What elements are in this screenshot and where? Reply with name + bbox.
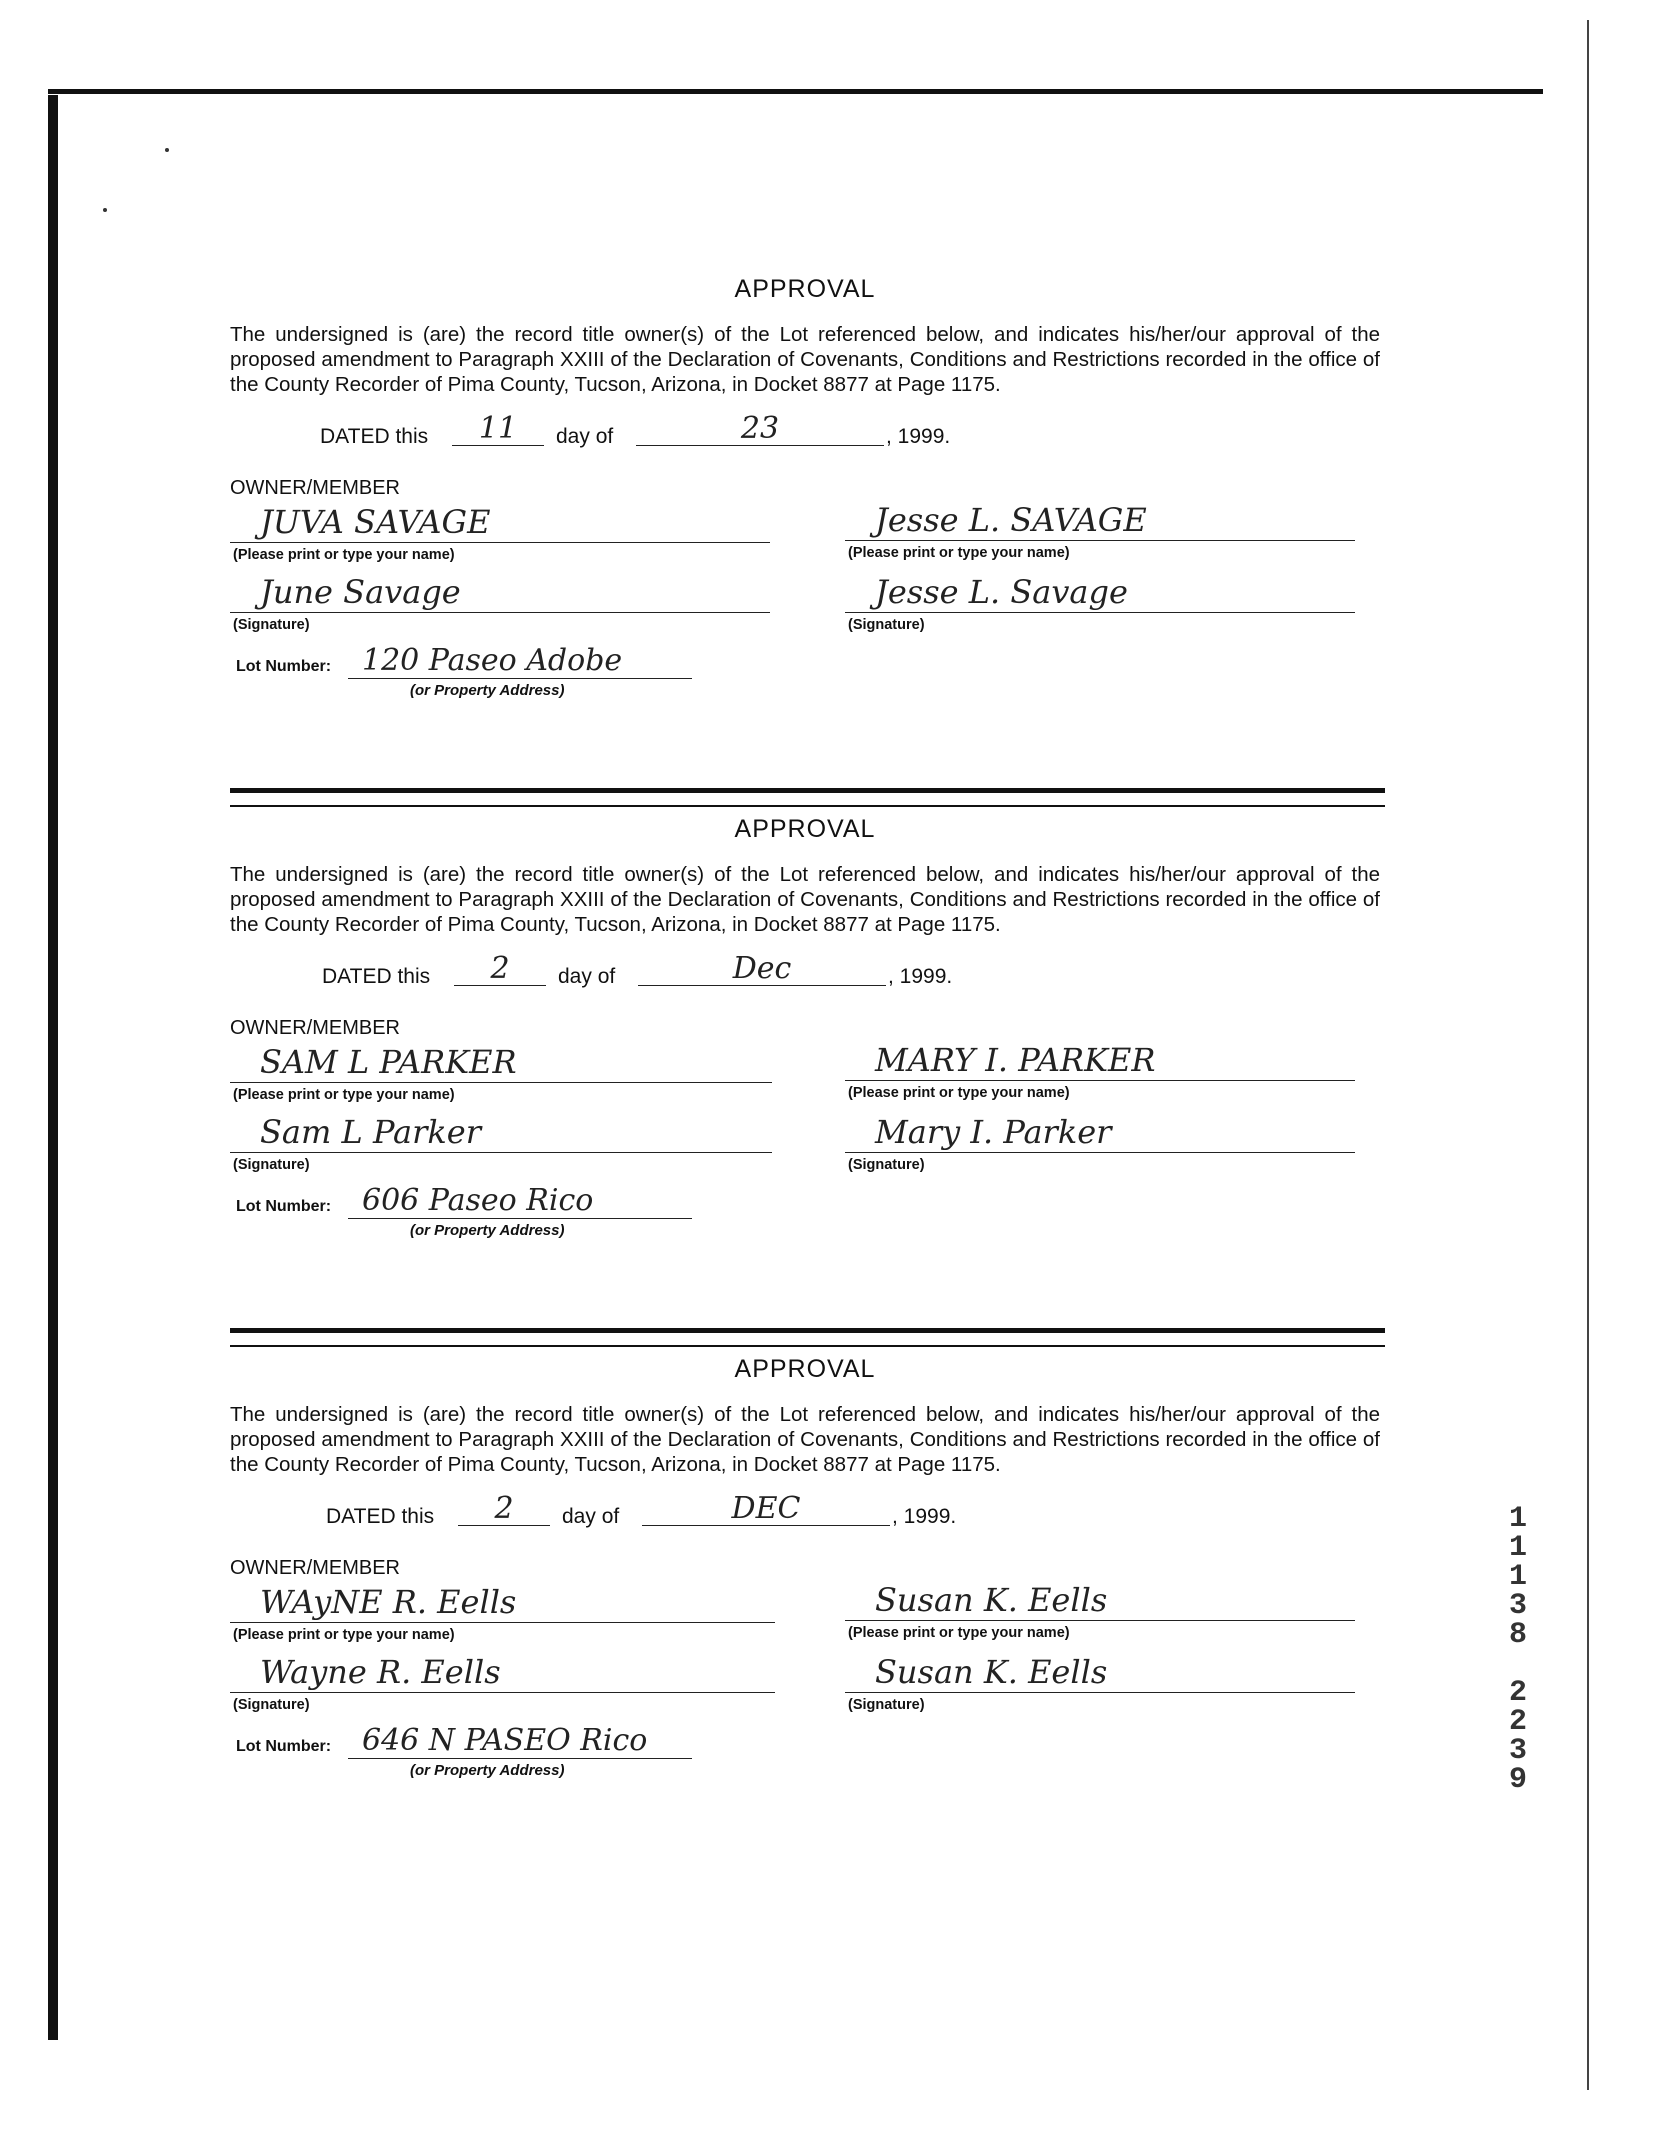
owner2-name: MARY I. PARKER	[845, 1040, 1355, 1081]
signature-row	[230, 1112, 1380, 1184]
print-name-caption: (Please print or type your name)	[233, 1627, 455, 1643]
stamp-digit: 2	[1508, 1705, 1527, 1739]
dated-year: , 1999.	[888, 965, 953, 988]
day-of-label: day of	[562, 1505, 620, 1528]
lot-number-value: 120 Paseo Adobe	[348, 644, 692, 679]
lot-number-value: 646 N PASEO Rico	[348, 1724, 692, 1759]
lot-number-label: Lot Number:	[236, 1738, 332, 1755]
scan-speck	[165, 148, 169, 152]
dated-month: Dec	[638, 955, 886, 986]
section-divider	[230, 788, 1385, 807]
owner-member-label: OWNER/MEMBER	[230, 477, 400, 499]
lot-number-row	[230, 644, 1380, 700]
section-divider	[230, 1328, 1385, 1347]
owner1-signature: Sam L Parker	[230, 1112, 772, 1153]
approval-heading: APPROVAL	[734, 275, 876, 303]
approval-paragraph: The undersigned is (are) the record title owner(s) of the Lot referenced below, and indicates his/her/our approval of the proposed amendment to Paragraph XXIII of the Declaration of Covenants, Conditions and Restrictions recorded in the office of the County Recorder of Pima County, Tucson, Arizona, in Docket 8877 at Page 1175.	[230, 863, 1380, 936]
dated-line	[230, 1491, 1380, 1531]
day-of-label: day of	[558, 965, 616, 988]
owner1-signature: June Savage	[230, 572, 770, 613]
dated-prefix: DATED this	[322, 965, 431, 988]
signature-row	[230, 572, 1380, 644]
owner2-signature: Jesse L. Savage	[845, 572, 1355, 613]
lot-number-label: Lot Number:	[236, 1198, 332, 1215]
day-of-label: day of	[556, 425, 614, 448]
signature-caption: (Signature)	[848, 1157, 925, 1173]
property-address-caption: (or Property Address)	[410, 1762, 565, 1779]
lot-number-row	[230, 1184, 1380, 1240]
signature-caption: (Signature)	[233, 617, 310, 633]
scan-speck	[103, 208, 107, 212]
signature-row	[230, 1652, 1380, 1724]
scan-border-left	[48, 95, 58, 2040]
stamp-digit: 2	[1508, 1676, 1527, 1710]
dated-day: 2	[454, 955, 546, 986]
docket-stamp	[1503, 1502, 1533, 1797]
stamp-gap	[1503, 1650, 1533, 1679]
owner2-signature: Mary I. Parker	[845, 1112, 1355, 1153]
approval-heading: APPROVAL	[734, 1355, 876, 1383]
property-address-caption: (or Property Address)	[410, 682, 565, 699]
lot-number-value: 606 Paseo Rico	[348, 1184, 692, 1219]
dated-year: , 1999.	[892, 1505, 957, 1528]
stamp-digit: 9	[1508, 1763, 1527, 1797]
name-row	[230, 500, 1380, 572]
dated-line	[230, 951, 1380, 991]
approval-paragraph: The undersigned is (are) the record title owner(s) of the Lot referenced below, and indicates his/her/our approval of the proposed amendment to Paragraph XXIII of the Declaration of Covenants, Conditions and Restrictions recorded in the office of the County Recorder of Pima County, Tucson, Arizona, in Docket 8877 at Page 1175.	[230, 323, 1380, 396]
owner-member-label: OWNER/MEMBER	[230, 1017, 400, 1039]
lot-number-label: Lot Number:	[236, 658, 332, 675]
approval-section-2	[230, 815, 1380, 1240]
name-row	[230, 1580, 1380, 1652]
print-name-caption: (Please print or type your name)	[848, 1085, 1070, 1101]
owner1-name: WAyNE R. Eells	[230, 1582, 775, 1623]
owner2-signature: Susan K. Eells	[845, 1652, 1355, 1693]
scan-border-right	[1587, 20, 1589, 2090]
stamp-digit: 3	[1508, 1589, 1527, 1623]
print-name-caption: (Please print or type your name)	[233, 547, 455, 563]
dated-month: DEC	[642, 1495, 890, 1526]
print-name-caption: (Please print or type your name)	[233, 1087, 455, 1103]
stamp-digit: 8	[1508, 1618, 1527, 1652]
stamp-digit: 3	[1508, 1734, 1527, 1768]
owner-member-label: OWNER/MEMBER	[230, 1557, 400, 1579]
dated-line	[230, 411, 1380, 451]
dated-month: 23	[636, 415, 884, 446]
approval-paragraph: The undersigned is (are) the record title owner(s) of the Lot referenced below, and indicates his/her/our approval of the proposed amendment to Paragraph XXIII of the Declaration of Covenants, Conditions and Restrictions recorded in the office of the County Recorder of Pima County, Tucson, Arizona, in Docket 8877 at Page 1175.	[230, 1403, 1380, 1476]
owner1-signature: Wayne R. Eells	[230, 1652, 775, 1693]
dated-day: 2	[458, 1495, 550, 1526]
print-name-caption: (Please print or type your name)	[848, 1625, 1070, 1641]
name-row	[230, 1040, 1380, 1112]
owner1-name: JUVA SAVAGE	[230, 502, 770, 543]
print-name-caption: (Please print or type your name)	[848, 545, 1070, 561]
signature-caption: (Signature)	[233, 1157, 310, 1173]
owner2-name: Jesse L. SAVAGE	[845, 500, 1355, 541]
signature-caption: (Signature)	[848, 617, 925, 633]
dated-year: , 1999.	[886, 425, 951, 448]
lot-number-row	[230, 1724, 1380, 1780]
signature-caption: (Signature)	[848, 1697, 925, 1713]
owner1-name: SAM L PARKER	[230, 1042, 772, 1083]
stamp-digit: 1	[1508, 1531, 1527, 1565]
approval-section-1	[230, 275, 1380, 700]
approval-section-3	[230, 1355, 1380, 1780]
dated-prefix: DATED this	[326, 1505, 435, 1528]
stamp-digit: 1	[1508, 1502, 1527, 1536]
approval-heading: APPROVAL	[734, 815, 876, 843]
scan-border-top	[48, 89, 1543, 94]
owner2-name: Susan K. Eells	[845, 1580, 1355, 1621]
stamp-digit: 1	[1508, 1560, 1527, 1594]
property-address-caption: (or Property Address)	[410, 1222, 565, 1239]
dated-prefix: DATED this	[320, 425, 429, 448]
dated-day: 11	[452, 415, 544, 446]
signature-caption: (Signature)	[233, 1697, 310, 1713]
